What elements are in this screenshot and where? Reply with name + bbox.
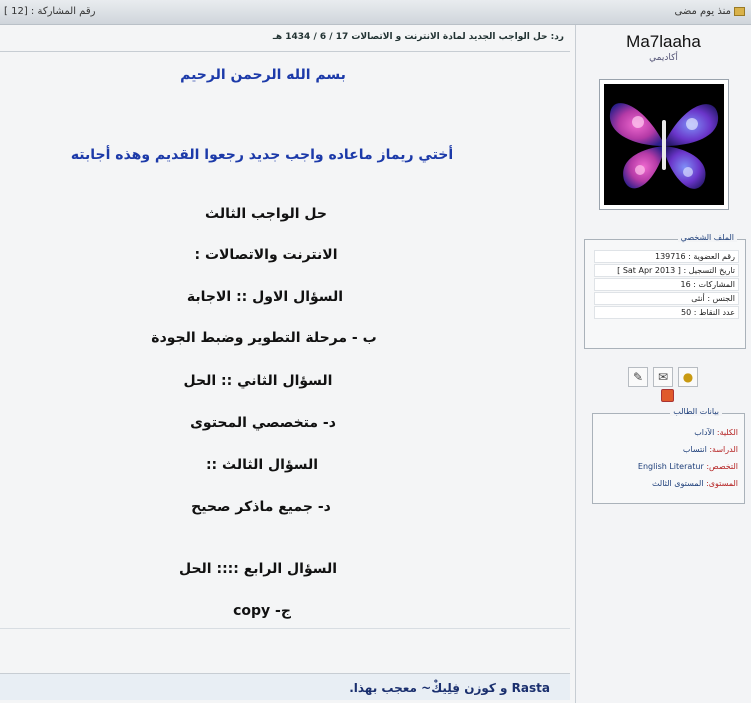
post-line: السؤال الثاني :: الحل (183, 373, 333, 389)
post-line: ب - مرحلة التطوير وضبط الجودة (151, 330, 377, 346)
post-line: السؤال الاول :: الاجابة (186, 289, 344, 305)
major-row (638, 462, 738, 471)
post-title: رد: حل الواجب الجديد لمادة الانترنت و الاتصالات 17 / 6 / 1434 هـ (272, 32, 564, 42)
level-row (652, 479, 738, 488)
username[interactable]: Ma7laaha (626, 32, 701, 51)
gender: الجنس : أنثى (594, 292, 739, 305)
join-date: تاريخ التسجيل : [ Sat Apr 2013 ] (594, 264, 739, 277)
study-row (683, 445, 738, 454)
post-header-bar (0, 0, 751, 25)
user-sidebar (575, 25, 751, 703)
profile-legend: الملف الشخصي (678, 233, 737, 242)
user-actions (628, 367, 698, 387)
likes-bar (0, 673, 570, 700)
butterfly-image (604, 84, 724, 205)
post-line: السؤال الثالث :: (205, 457, 319, 473)
post-count: المشاركات : 16 (594, 278, 739, 291)
study-value: انتساب (682, 445, 707, 454)
post-line: الانترنت والاتصالات : (194, 247, 338, 263)
college-key: الكلية: (716, 428, 738, 437)
major-key: التخصص: (706, 462, 738, 471)
post-line: د- جميع ماذكر صحيح (191, 499, 331, 515)
divider (0, 628, 570, 629)
points: عدد النقاط : 50 (594, 306, 739, 319)
folder-icon (734, 7, 745, 16)
post-line: أختي ريماز ماعاده واجب جديد رجعوا القديم وهذه أجابته (70, 147, 454, 163)
post-line: بسم الله الرحمن الرحيم (180, 67, 346, 83)
post-body (0, 25, 575, 703)
report-icon[interactable] (661, 389, 674, 402)
college-value: الآداب (694, 428, 715, 437)
post-line: د- متخصصي المحتوى (190, 415, 336, 431)
medal-icon[interactable]: ● (678, 367, 698, 387)
study-key: الدراسة: (709, 445, 738, 454)
post-number[interactable]: رقم المشاركة : [12 ] (4, 6, 96, 17)
member-id: رقم العضوية : 139716 (594, 250, 739, 263)
college-row (694, 428, 738, 437)
message-icon[interactable]: ✉ (653, 367, 673, 387)
major-value: English Literatur (637, 462, 704, 471)
avatar (599, 79, 729, 210)
student-info-box (592, 407, 745, 504)
post-date-text: منذ يوم مضى (674, 6, 731, 17)
edit-icon[interactable]: ✎ (628, 367, 648, 387)
post-line: السؤال الرابع :::: الحل (178, 561, 338, 577)
level-value: المستوى الثالث (651, 479, 704, 488)
student-legend: بيانات الطالب (670, 407, 722, 416)
level-key: المستوى: (706, 479, 738, 488)
likes-text[interactable]: Rasta و كوزن فِلِيكْ~ معجب بهذا. (349, 681, 550, 695)
post-line: حل الواجب الثالث (205, 206, 327, 222)
user-title: أكاديمي (649, 53, 678, 63)
post-title-bar (0, 25, 570, 52)
butterfly-icon (604, 84, 724, 205)
post-date (675, 6, 745, 17)
post-line: ج- copy (233, 603, 291, 619)
profile-box (584, 233, 746, 349)
